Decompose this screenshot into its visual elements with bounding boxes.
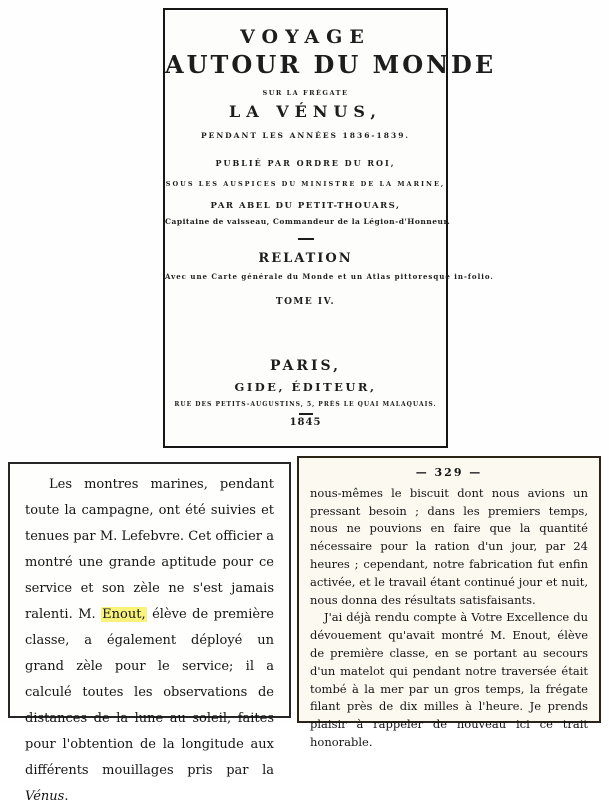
separator-rule	[298, 238, 314, 240]
left-text-excerpt	[8, 462, 291, 804]
right-paragraph-1: nous-mêmes le biscuit dont nous avions un pressant besoin ; dans les premiers temps, nous ne pouvions en faire que la quantité nécessaire pour la ration d'un jour, par 24 heures ; cependant, notre fabrication fut enfin activée, et le travail étant continué jour et nuit, nous donna des résultats satisfaisants.	[310, 485, 588, 607]
ship-name-italic: Vénus	[25, 789, 65, 804]
series-title: VOYAGE	[240, 26, 371, 48]
atlas-line: Avec une Carte générale du Monde et un Atlas pittoresque in-folio.	[165, 272, 494, 281]
right-text-excerpt	[297, 456, 601, 749]
years-line: PENDANT LES ANNÉES 1836-1839.	[200, 131, 411, 140]
auspices-line: SOUS LES AUSPICES DU MINISTRE DE LA MARINE,	[165, 180, 446, 188]
highlighted-search-term: Enout,	[102, 607, 146, 622]
author-line: PAR ABEL DU PETIT-THOUARS,	[210, 201, 401, 211]
publisher-line: GIDE, ÉDITEUR,	[234, 380, 377, 394]
text-after-highlight: élève de première classe, a également déployé un grand zèle pour le service; il a calculé toutes les observations de distances de la lune au soleil, faites pour l'obtention de la longitude aux différents mouillages pris par la	[25, 607, 274, 778]
separator-rule	[299, 413, 313, 415]
text-before-highlight: Les montres marines, pendant toute la campagne, ont été suivies et tenues par M. Lefebvre. Cet officier a montré une grande aptitude pour ce service et son zèle ne s'est jamais ralenti. M.	[25, 477, 274, 622]
page-number: — 329 —	[415, 466, 483, 479]
fregate-subtitle: SUR LA FRÉGATE	[262, 89, 349, 97]
left-paragraph	[25, 472, 274, 810]
published-by-line: PUBLIÉ PAR ORDRE DU ROI,	[215, 158, 396, 168]
relation-heading: RELATION	[258, 251, 353, 266]
ship-name: LA VÉNUS,	[229, 102, 382, 121]
right-paragraph-2: J'ai déjà rendu compte à Votre Excellence du dévouement qu'avait montré M. Enout, élève de première classe, en se portant au secours d'un matelot qui pendant notre traversée était tombé à la mer par un gros temps, la frégate filant près de dix milles à l'heure. Je prends plaisir à rappeler de nouveau ici ce trait honorable.	[310, 610, 588, 749]
author-titles-line: Capitaine de vaisseau, Commandeur de la Légion-d'Honneur.	[165, 217, 451, 226]
tome-line: TOME IV.	[275, 297, 336, 307]
main-title: AUTOUR DU MONDE	[165, 50, 497, 79]
text-end: .	[64, 789, 69, 804]
publication-year: 1845	[289, 417, 322, 428]
title-page	[163, 8, 497, 448]
address-line: RUE DES PETITS-AUGUSTINS, 5, PRÈS LE QUAI MALAQUAIS.	[174, 401, 437, 408]
city-line: PARIS,	[269, 358, 342, 374]
